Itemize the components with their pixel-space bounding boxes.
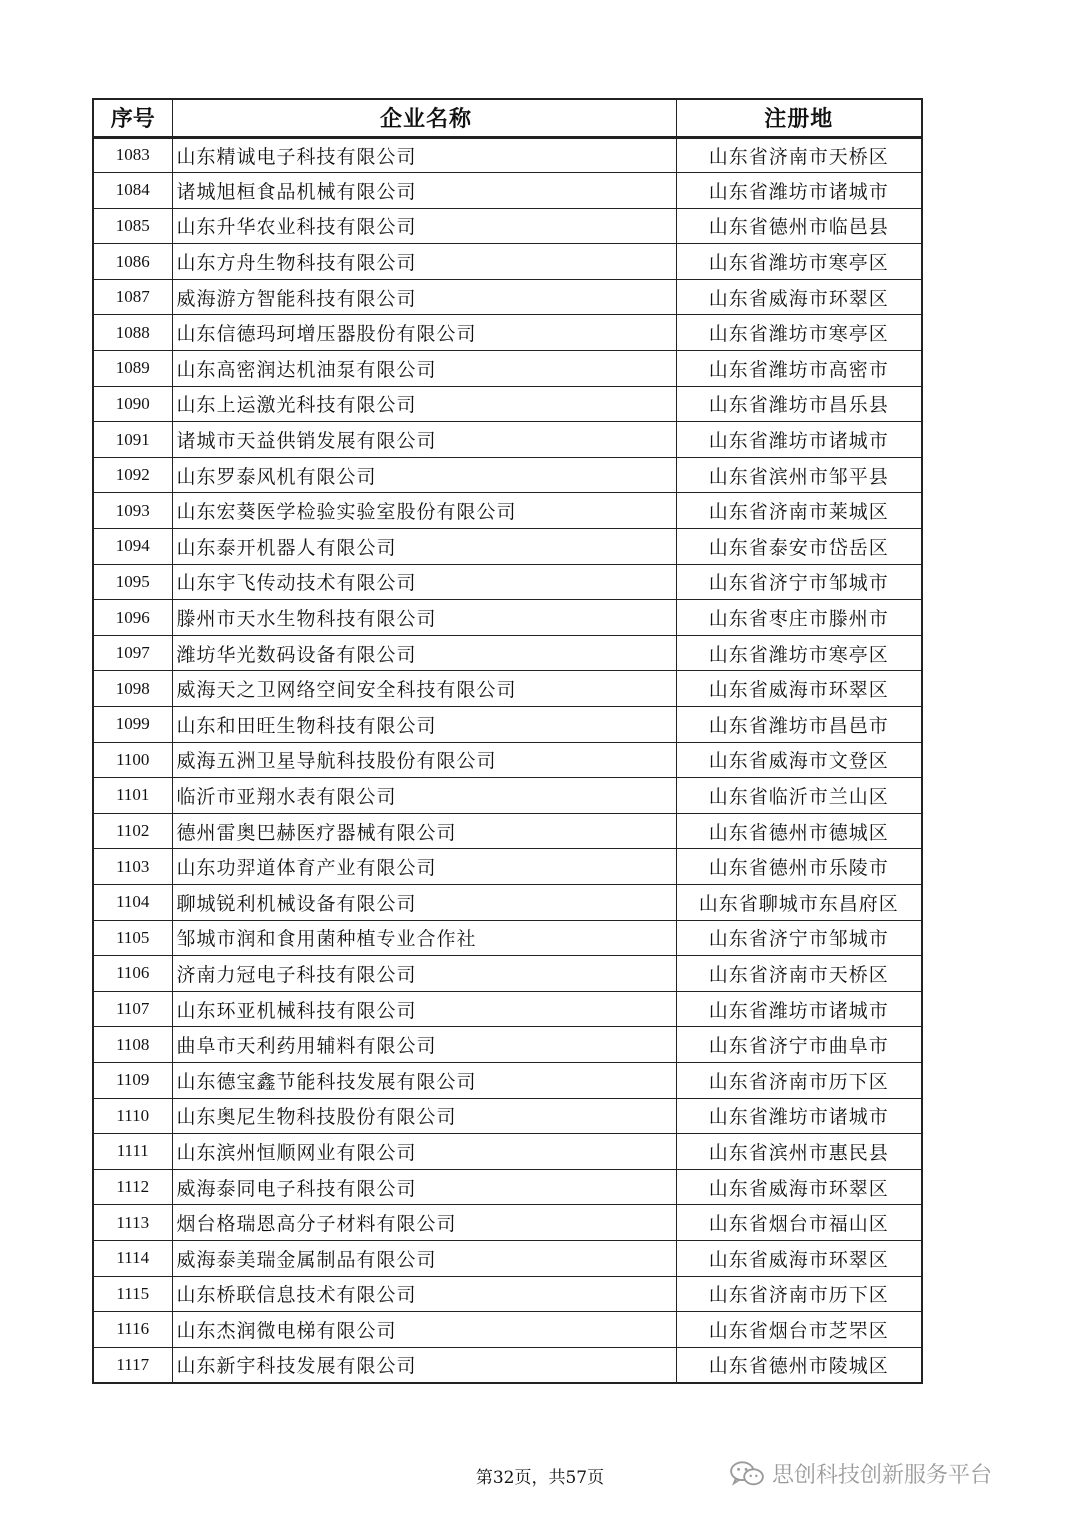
table-row: [93, 564, 922, 600]
row-serial: 1103: [93, 849, 172, 885]
row-serial: 1108: [93, 1027, 172, 1063]
row-company-name: 山东升华农业科技有限公司: [172, 208, 676, 244]
table-row: [93, 920, 922, 956]
row-serial: 1092: [93, 457, 172, 493]
table-row: [93, 635, 922, 671]
row-registration: 山东省威海市文登区: [676, 742, 922, 778]
row-company-name: 山东功羿道体育产业有限公司: [172, 849, 676, 885]
row-company-name: 山东和田旺生物科技有限公司: [172, 707, 676, 743]
row-serial: 1085: [93, 208, 172, 244]
row-company-name: 邹城市润和食用菌种植专业合作社: [172, 920, 676, 956]
row-registration: 山东省潍坊市昌邑市: [676, 707, 922, 743]
row-registration: 山东省潍坊市高密市: [676, 351, 922, 387]
row-registration: 山东省德州市德城区: [676, 813, 922, 849]
table-row: [93, 600, 922, 636]
watermark: [728, 1458, 992, 1489]
row-company-name: 山东方舟生物科技有限公司: [172, 244, 676, 280]
table-row: [93, 422, 922, 458]
row-company-name: 山东桥联信息技术有限公司: [172, 1276, 676, 1312]
row-company-name: 山东德宝鑫节能科技发展有限公司: [172, 1062, 676, 1098]
row-serial: 1088: [93, 315, 172, 351]
row-registration: 山东省烟台市芝罘区: [676, 1312, 922, 1348]
row-company-name: 山东杰润微电梯有限公司: [172, 1312, 676, 1348]
row-serial: 1097: [93, 635, 172, 671]
row-serial: 1113: [93, 1205, 172, 1241]
row-serial: 1084: [93, 173, 172, 209]
table-row: [93, 956, 922, 992]
row-registration: 山东省临沂市兰山区: [676, 778, 922, 814]
row-serial: 1098: [93, 671, 172, 707]
row-company-name: 山东高密润达机油泵有限公司: [172, 351, 676, 387]
table-row: [93, 991, 922, 1027]
row-registration: 山东省滨州市惠民县: [676, 1134, 922, 1170]
row-registration: 山东省潍坊市诸城市: [676, 1098, 922, 1134]
row-serial: 1100: [93, 742, 172, 778]
row-company-name: 山东宇飞传动技术有限公司: [172, 564, 676, 600]
table-row: [93, 813, 922, 849]
row-registration: 山东省泰安市岱岳区: [676, 529, 922, 565]
row-registration: 山东省济南市莱城区: [676, 493, 922, 529]
table-row: [93, 279, 922, 315]
row-registration: 山东省济宁市邹城市: [676, 564, 922, 600]
header-serial: 序号: [93, 99, 172, 137]
table-row: [93, 884, 922, 920]
row-company-name: 山东滨州恒顺网业有限公司: [172, 1134, 676, 1170]
row-company-name: 威海游方智能科技有限公司: [172, 279, 676, 315]
table-row: [93, 457, 922, 493]
row-registration: 山东省潍坊市诸城市: [676, 173, 922, 209]
row-company-name: 山东精诚电子科技有限公司: [172, 137, 676, 173]
row-serial: 1110: [93, 1098, 172, 1134]
row-serial: 1086: [93, 244, 172, 280]
table-row: [93, 1134, 922, 1170]
row-registration: 山东省滨州市邹平县: [676, 457, 922, 493]
row-registration: 山东省聊城市东昌府区: [676, 884, 922, 920]
row-registration: 山东省潍坊市寒亭区: [676, 315, 922, 351]
table-row: [93, 1027, 922, 1063]
row-company-name: 威海泰美瑞金属制品有限公司: [172, 1240, 676, 1276]
row-registration: 山东省潍坊市昌乐县: [676, 386, 922, 422]
table-row: [93, 1240, 922, 1276]
table-row: [93, 849, 922, 885]
row-serial: 1093: [93, 493, 172, 529]
row-company-name: 山东上运激光科技有限公司: [172, 386, 676, 422]
header-registration: 注册地: [676, 99, 922, 137]
row-serial: 1090: [93, 386, 172, 422]
table-row: [93, 1276, 922, 1312]
table-body: [93, 137, 922, 1383]
row-registration: 山东省济南市天桥区: [676, 956, 922, 992]
row-company-name: 滕州市天水生物科技有限公司: [172, 600, 676, 636]
row-serial: 1106: [93, 956, 172, 992]
table-row: [93, 1205, 922, 1241]
row-company-name: 烟台格瑞恩高分子材料有限公司: [172, 1205, 676, 1241]
table-row: [93, 778, 922, 814]
table-row: [93, 315, 922, 351]
row-serial: 1096: [93, 600, 172, 636]
row-company-name: 诸城市天益供销发展有限公司: [172, 422, 676, 458]
table-row: [93, 386, 922, 422]
table-row: [93, 707, 922, 743]
table-row: [93, 351, 922, 387]
row-serial: 1107: [93, 991, 172, 1027]
wechat-icon: [728, 1460, 766, 1488]
row-registration: 山东省潍坊市寒亭区: [676, 244, 922, 280]
row-serial: 1101: [93, 778, 172, 814]
table-row: [93, 529, 922, 565]
table-row: [93, 671, 922, 707]
row-registration: 山东省德州市乐陵市: [676, 849, 922, 885]
table-header-row: [93, 99, 922, 137]
row-registration: 山东省德州市陵城区: [676, 1347, 922, 1383]
row-company-name: 山东宏葵医学检验实验室股份有限公司: [172, 493, 676, 529]
row-registration: 山东省潍坊市寒亭区: [676, 635, 922, 671]
page-number: 第32页，共57页: [475, 1468, 605, 1488]
table-row: [93, 1169, 922, 1205]
watermark-text: 思创科技创新服务平台: [772, 1463, 993, 1488]
row-serial: 1115: [93, 1276, 172, 1312]
row-company-name: 济南力冠电子科技有限公司: [172, 956, 676, 992]
row-serial: 1089: [93, 351, 172, 387]
row-registration: 山东省威海市环翠区: [676, 279, 922, 315]
row-registration: 山东省济南市历下区: [676, 1276, 922, 1312]
row-registration: 山东省潍坊市诸城市: [676, 991, 922, 1027]
row-registration: 山东省威海市环翠区: [676, 1240, 922, 1276]
row-company-name: 聊城锐利机械设备有限公司: [172, 884, 676, 920]
table-row: [93, 493, 922, 529]
row-registration: 山东省烟台市福山区: [676, 1205, 922, 1241]
row-company-name: 诸城旭桓食品机械有限公司: [172, 173, 676, 209]
row-company-name: 威海泰同电子科技有限公司: [172, 1169, 676, 1205]
row-serial: 1095: [93, 564, 172, 600]
row-registration: 山东省威海市环翠区: [676, 671, 922, 707]
row-company-name: 山东新宇科技发展有限公司: [172, 1347, 676, 1383]
row-company-name: 威海五洲卫星导航科技股份有限公司: [172, 742, 676, 778]
table-row: [93, 244, 922, 280]
row-serial: 1117: [93, 1347, 172, 1383]
table-row: [93, 1098, 922, 1134]
row-registration: 山东省潍坊市诸城市: [676, 422, 922, 458]
table-row: [93, 137, 922, 173]
row-registration: 山东省威海市环翠区: [676, 1169, 922, 1205]
row-registration: 山东省枣庄市滕州市: [676, 600, 922, 636]
row-company-name: 潍坊华光数码设备有限公司: [172, 635, 676, 671]
table-row: [93, 1312, 922, 1348]
header-company-name: 企业名称: [172, 99, 676, 137]
row-company-name: 山东信德玛珂增压器股份有限公司: [172, 315, 676, 351]
table-row: [93, 1347, 922, 1383]
row-serial: 1083: [93, 137, 172, 173]
row-registration: 山东省济南市历下区: [676, 1062, 922, 1098]
row-serial: 1109: [93, 1062, 172, 1098]
row-serial: 1112: [93, 1169, 172, 1205]
row-registration: 山东省济宁市曲阜市: [676, 1027, 922, 1063]
row-serial: 1105: [93, 920, 172, 956]
row-serial: 1091: [93, 422, 172, 458]
table-row: [93, 173, 922, 209]
row-company-name: 临沂市亚翔水表有限公司: [172, 778, 676, 814]
company-table: [92, 98, 923, 1384]
row-serial: 1104: [93, 884, 172, 920]
row-company-name: 山东泰开机器人有限公司: [172, 529, 676, 565]
row-registration: 山东省济宁市邹城市: [676, 920, 922, 956]
row-serial: 1111: [93, 1134, 172, 1170]
row-serial: 1094: [93, 529, 172, 565]
row-company-name: 曲阜市天利药用辅料有限公司: [172, 1027, 676, 1063]
row-registration: 山东省德州市临邑县: [676, 208, 922, 244]
row-company-name: 德州雷奥巴赫医疗器械有限公司: [172, 813, 676, 849]
table-row: [93, 208, 922, 244]
table-row: [93, 742, 922, 778]
row-serial: 1099: [93, 707, 172, 743]
row-company-name: 山东罗泰风机有限公司: [172, 457, 676, 493]
row-serial: 1116: [93, 1312, 172, 1348]
row-serial: 1114: [93, 1240, 172, 1276]
row-serial: 1087: [93, 279, 172, 315]
row-company-name: 山东环亚机械科技有限公司: [172, 991, 676, 1027]
row-company-name: 山东奥尼生物科技股份有限公司: [172, 1098, 676, 1134]
row-registration: 山东省济南市天桥区: [676, 137, 922, 173]
table-row: [93, 1062, 922, 1098]
row-company-name: 威海天之卫网络空间安全科技有限公司: [172, 671, 676, 707]
row-serial: 1102: [93, 813, 172, 849]
